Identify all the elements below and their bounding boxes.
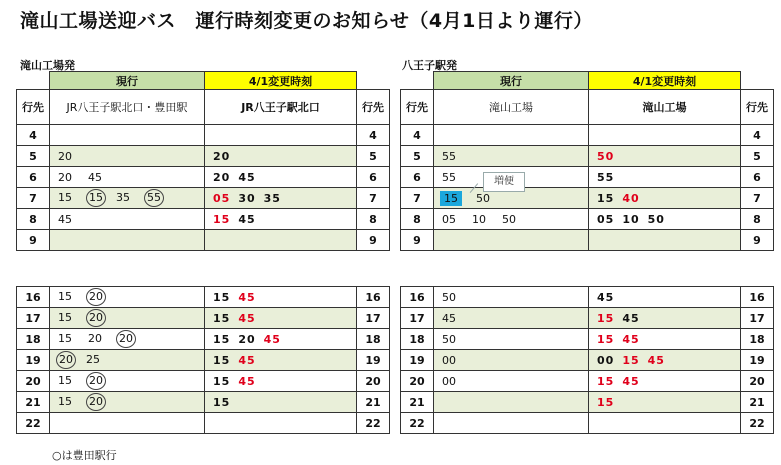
departure-time: 50 [647, 212, 665, 226]
timetable-row [17, 146, 390, 167]
hour-cell: 8 [741, 209, 774, 230]
hour-cell: 7 [17, 188, 50, 209]
new-times-cell [589, 125, 741, 146]
current-times-cell [50, 413, 205, 434]
new-times-cell [205, 308, 357, 329]
timetable-row [17, 230, 390, 251]
hour-cell: 21 [17, 392, 50, 413]
current-times-cell [434, 392, 589, 413]
hour-cell: 16 [17, 287, 50, 308]
page-title: 滝山工場送迎バス 運行時刻変更のお知らせ（4月1日より運行） [20, 10, 593, 32]
departure-time: 30 [238, 191, 256, 205]
current-times-cell [434, 209, 589, 230]
col-row-label: 行先 [741, 90, 774, 125]
col-row-label: 行先 [401, 90, 434, 125]
changed-departure-time: 45 [238, 374, 256, 388]
timetable-row [401, 167, 774, 188]
timetable-row [17, 392, 390, 413]
timetable-row [17, 167, 390, 188]
departure-time: 50 [476, 191, 490, 205]
departure-time: 15 [58, 290, 72, 303]
hour-cell: 22 [17, 413, 50, 434]
departure-time: 35 [116, 191, 130, 204]
current-times-cell [50, 188, 205, 209]
header-current: 現行 [50, 72, 205, 90]
current-times-cell [50, 350, 205, 371]
current-times-cell [434, 146, 589, 167]
departure-time: 15 [213, 311, 231, 325]
departure-time: 45 [622, 311, 640, 325]
current-times-cell [434, 329, 589, 350]
current-times-cell [50, 371, 205, 392]
col-dest-current: 滝山工場 [434, 90, 589, 125]
hour-cell: 7 [741, 188, 774, 209]
hour-cell: 6 [357, 167, 390, 188]
hour-cell: 17 [401, 308, 434, 329]
hour-cell: 20 [357, 371, 390, 392]
changed-departure-time: 15 [597, 332, 615, 346]
toyoda-bound-time: 20 [56, 351, 76, 369]
current-times-cell [50, 209, 205, 230]
hour-cell: 22 [741, 413, 774, 434]
departure-time: 45 [58, 212, 72, 226]
hour-cell: 16 [741, 287, 774, 308]
departure-time: 20 [58, 149, 72, 163]
current-times-cell [434, 371, 589, 392]
timetable-row [17, 350, 390, 371]
current-times-cell [434, 350, 589, 371]
departure-time: 15 [58, 311, 72, 324]
changed-departure-time: 15 [622, 353, 640, 367]
new-times-cell [589, 167, 741, 188]
departure-time: 55 [442, 149, 456, 163]
timetable-row [17, 188, 390, 209]
col-dest-new: JR八王子駅北口 [205, 90, 357, 125]
hour-cell: 9 [357, 230, 390, 251]
current-times-cell [434, 287, 589, 308]
departure-time: 25 [86, 353, 100, 366]
departure-time: 20 [88, 332, 102, 345]
departure-time: 15 [213, 395, 231, 409]
departure-time: 15 [213, 353, 231, 367]
current-times-cell [50, 392, 205, 413]
hour-cell: 8 [357, 209, 390, 230]
hour-cell: 16 [357, 287, 390, 308]
new-times-cell [205, 209, 357, 230]
new-times-cell [205, 287, 357, 308]
hour-cell: 5 [357, 146, 390, 167]
hour-cell: 21 [401, 392, 434, 413]
hour-cell: 18 [401, 329, 434, 350]
header-new-time: 4/1変更時刻 [589, 72, 741, 90]
departure-time: 50 [442, 332, 456, 346]
timetable-left-morning [16, 71, 390, 251]
hour-cell: 5 [17, 146, 50, 167]
new-times-cell [205, 125, 357, 146]
current-times-cell [50, 167, 205, 188]
departure-time: 45 [238, 212, 256, 226]
hour-cell: 22 [357, 413, 390, 434]
hour-cell: 4 [17, 125, 50, 146]
hour-cell: 8 [17, 209, 50, 230]
current-times-cell [434, 125, 589, 146]
new-times-cell [589, 308, 741, 329]
departure-time: 20 [238, 332, 256, 346]
current-times-cell [434, 413, 589, 434]
new-times-cell [205, 413, 357, 434]
timetable-row [401, 188, 774, 209]
departure-time: 35 [263, 191, 281, 205]
new-times-cell [589, 230, 741, 251]
toyoda-bound-time: 20 [116, 330, 136, 348]
departure-time: 15 [213, 290, 231, 304]
changed-departure-time: 45 [238, 353, 256, 367]
departure-time: 55 [597, 170, 615, 184]
changed-departure-time: 15 [213, 212, 231, 226]
col-row-label: 行先 [17, 90, 50, 125]
departure-time: 05 [597, 212, 615, 226]
toyoda-bound-time: 20 [86, 309, 106, 327]
changed-departure-time: 05 [213, 191, 231, 205]
hour-cell: 18 [741, 329, 774, 350]
toyoda-bound-time: 20 [86, 372, 106, 390]
hour-cell: 18 [17, 329, 50, 350]
changed-departure-time: 45 [647, 353, 665, 367]
changed-departure-time: 45 [238, 290, 256, 304]
departure-time: 15 [58, 191, 72, 204]
hour-cell: 19 [401, 350, 434, 371]
changed-departure-time: 45 [622, 332, 640, 346]
new-times-cell [589, 329, 741, 350]
section-title-left: 滝山工場発 [20, 59, 75, 72]
new-times-cell [205, 329, 357, 350]
timetable-row [401, 392, 774, 413]
new-times-cell [205, 188, 357, 209]
new-times-cell [205, 167, 357, 188]
toyoda-bound-time: 15 [86, 189, 106, 207]
timetable-row [17, 371, 390, 392]
departure-time: 10 [622, 212, 640, 226]
departure-time: 00 [442, 353, 456, 367]
blank-cell [401, 72, 434, 90]
changed-departure-time: 15 [597, 374, 615, 388]
new-times-cell [589, 287, 741, 308]
timetable-row [17, 413, 390, 434]
hour-cell: 17 [741, 308, 774, 329]
departure-time: 45 [238, 170, 256, 184]
departure-time: 45 [442, 311, 456, 325]
timetable-row [17, 125, 390, 146]
hour-cell: 19 [741, 350, 774, 371]
current-times-cell [50, 287, 205, 308]
hour-cell: 9 [401, 230, 434, 251]
changed-departure-time: 45 [622, 374, 640, 388]
timetable-row [401, 287, 774, 308]
hour-cell: 6 [401, 167, 434, 188]
departure-time: 00 [442, 374, 456, 388]
departure-time: 15 [597, 191, 615, 205]
changed-departure-time: 50 [597, 149, 615, 163]
departure-time: 20 [213, 149, 231, 163]
timetable-row [401, 209, 774, 230]
timetable-row [401, 146, 774, 167]
section-title-right: 八王子駅発 [402, 59, 457, 72]
hour-cell: 18 [357, 329, 390, 350]
timetable-row [401, 350, 774, 371]
departure-time: 00 [597, 353, 615, 367]
hour-cell: 4 [401, 125, 434, 146]
new-times-cell [205, 371, 357, 392]
changed-departure-time: 45 [263, 332, 281, 346]
hour-cell: 17 [357, 308, 390, 329]
departure-time: 55 [442, 170, 456, 184]
timetable-row [17, 209, 390, 230]
new-times-cell [589, 392, 741, 413]
new-times-cell [205, 230, 357, 251]
toyoda-bound-time: 55 [144, 189, 164, 207]
new-times-cell [589, 188, 741, 209]
hour-cell: 19 [17, 350, 50, 371]
hour-cell: 21 [357, 392, 390, 413]
new-times-cell [589, 209, 741, 230]
departure-time: 50 [502, 212, 516, 226]
timetable-row [401, 371, 774, 392]
blank-cell [17, 72, 50, 90]
departure-time: 20 [213, 170, 231, 184]
current-times-cell [50, 308, 205, 329]
header-new-time: 4/1変更時刻 [205, 72, 357, 90]
changed-departure-time: 15 [597, 395, 615, 409]
changed-departure-time: 15 [597, 311, 615, 325]
new-times-cell [205, 392, 357, 413]
departure-time: 05 [442, 212, 456, 226]
timetable-row [17, 287, 390, 308]
departure-time: 45 [597, 290, 615, 304]
added-trip-time: 15 [440, 191, 462, 206]
departure-time: 50 [442, 290, 456, 304]
current-times-cell [50, 125, 205, 146]
changed-departure-time: 40 [622, 191, 640, 205]
added-trip-callout: 増便 [483, 172, 525, 192]
col-dest-new: 滝山工場 [589, 90, 741, 125]
toyoda-bound-time: 20 [86, 393, 106, 411]
hour-cell: 7 [357, 188, 390, 209]
hour-cell: 21 [741, 392, 774, 413]
current-times-cell [50, 230, 205, 251]
col-row-label: 行先 [357, 90, 390, 125]
hour-cell: 4 [741, 125, 774, 146]
hour-cell: 16 [401, 287, 434, 308]
current-times-cell [50, 146, 205, 167]
hour-cell: 6 [741, 167, 774, 188]
footnote: ○は豊田駅行 [52, 449, 117, 462]
hour-cell: 19 [357, 350, 390, 371]
timetable-right-evening [400, 286, 774, 434]
new-times-cell [205, 350, 357, 371]
departure-time: 15 [213, 332, 231, 346]
hour-cell: 8 [401, 209, 434, 230]
hour-cell: 5 [401, 146, 434, 167]
hour-cell: 20 [741, 371, 774, 392]
new-times-cell [205, 146, 357, 167]
departure-time: 15 [58, 332, 72, 345]
toyoda-bound-time: 20 [86, 288, 106, 306]
timetable-right-morning [400, 71, 774, 251]
col-dest-current: JR八王子駅北口・豊田駅 [50, 90, 205, 125]
hour-cell: 9 [17, 230, 50, 251]
hour-cell: 4 [357, 125, 390, 146]
hour-cell: 7 [401, 188, 434, 209]
timetable-row [401, 329, 774, 350]
hour-cell: 9 [741, 230, 774, 251]
departure-time: 15 [58, 374, 72, 387]
current-times-cell [434, 308, 589, 329]
hour-cell: 6 [17, 167, 50, 188]
hour-cell: 22 [401, 413, 434, 434]
departure-time: 10 [472, 212, 486, 226]
departure-time: 45 [88, 170, 102, 184]
changed-departure-time: 45 [238, 311, 256, 325]
hour-cell: 17 [17, 308, 50, 329]
current-times-cell [50, 329, 205, 350]
timetable-row [401, 230, 774, 251]
blank-cell [741, 72, 774, 90]
timetable-row [401, 413, 774, 434]
timetable-row [17, 308, 390, 329]
timetable-row [401, 308, 774, 329]
header-current: 現行 [434, 72, 589, 90]
hour-cell: 5 [741, 146, 774, 167]
departure-time: 15 [213, 374, 231, 388]
new-times-cell [589, 371, 741, 392]
new-times-cell [589, 350, 741, 371]
timetable-left-evening [16, 286, 390, 434]
new-times-cell [589, 146, 741, 167]
hour-cell: 20 [17, 371, 50, 392]
current-times-cell [434, 230, 589, 251]
new-times-cell [589, 413, 741, 434]
departure-time: 20 [58, 170, 72, 184]
blank-cell [357, 72, 390, 90]
departure-time: 15 [58, 395, 72, 408]
hour-cell: 20 [401, 371, 434, 392]
timetable-row [401, 125, 774, 146]
timetable-row [17, 329, 390, 350]
